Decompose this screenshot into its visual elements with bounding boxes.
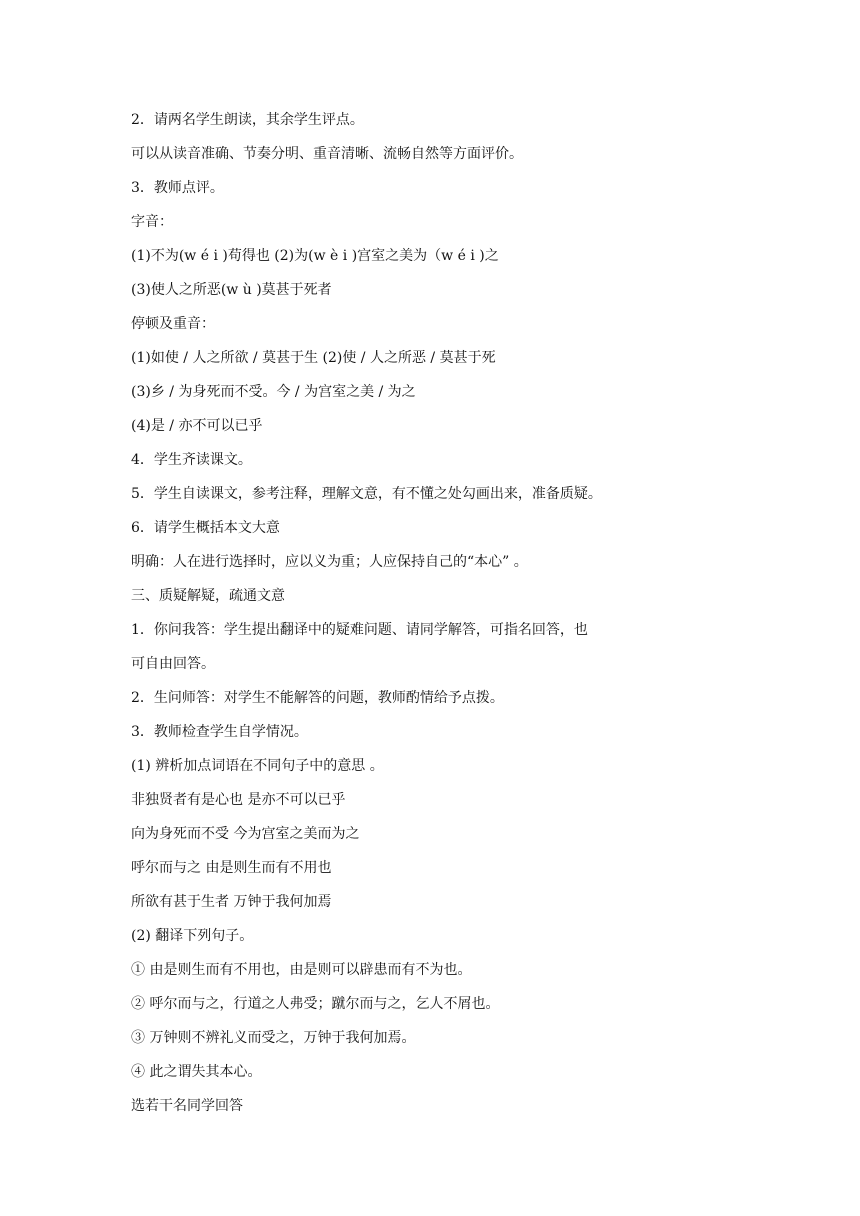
text-line: 1．你问我答：学生提出翻译中的疑难问题、请同学解答，可指名回答，也: [131, 622, 588, 638]
text-line: 字音：: [131, 214, 173, 230]
text-line: 选若干名同学回答: [131, 1098, 243, 1114]
text-line: (3)乡 / 为身死而不受。今 / 为宫室之美 / 为之: [131, 384, 416, 400]
text-line: 明确：人在进行选择时，应以义为重；人应保持自己的“本心” 。: [131, 554, 528, 570]
text-line: (1)不为(w é i )苟得也 (2)为(w è i )宫室之美为（w é i )之: [131, 248, 499, 264]
text-line: 可自由回答。: [131, 656, 215, 672]
text-line: 非独贤者有是心也 是亦不可以已乎: [131, 792, 346, 808]
text-line: (2) 翻译下列句子。: [131, 928, 254, 944]
text-line: 可以从读音准确、节奏分明、重音清晰、流畅自然等方面评价。: [131, 146, 523, 162]
text-line: 2．请两名学生朗读，其余学生评点。: [131, 112, 364, 128]
text-line: (1)如使 / 人之所欲 / 莫甚于生 (2)使 / 人之所恶 / 莫甚于死: [131, 350, 496, 366]
text-line: 3．教师检查学生自学情况。: [131, 724, 308, 740]
text-line: 呼尔而与之 由是则生而有不用也: [131, 860, 332, 876]
text-line: 5．学生自读课文，参考注释，理解文意，有不懂之处勾画出来，准备质疑。: [131, 486, 602, 502]
text-line: ④ 此之谓失其本心。: [131, 1064, 262, 1080]
text-line: (3)使人之所恶(w ù )莫甚于死者: [131, 282, 332, 298]
text-line: (1) 辨析加点词语在不同句子中的意思 。: [131, 758, 384, 774]
text-line: 6．请学生概括本文大意: [131, 520, 280, 536]
text-line: ② 呼尔而与之，行道之人弗受；蹴尔而与之，乞人不屑也。: [131, 996, 500, 1012]
text-line: 所欲有甚于生者 万钟于我何加焉: [131, 894, 332, 910]
text-line: 3．教师点评。: [131, 180, 224, 196]
text-line: ③ 万钟则不辨礼义而受之，万钟于我何加焉。: [131, 1030, 416, 1046]
text-line: ① 由是则生而有不用也，由是则可以辟患而有不为也。: [131, 962, 472, 978]
text-line: 向为身死而不受 今为宫室之美而为之: [131, 826, 360, 842]
text-line: (4)是 / 亦不可以已乎: [131, 418, 263, 434]
text-line: 4．学生齐读课文。: [131, 452, 252, 468]
text-line: 2．生问师答：对学生不能解答的问题，教师酌情给予点拨。: [131, 690, 504, 706]
section-heading: 三、质疑解疑，疏通文意: [131, 588, 285, 604]
text-line: 停顿及重音：: [131, 316, 215, 332]
